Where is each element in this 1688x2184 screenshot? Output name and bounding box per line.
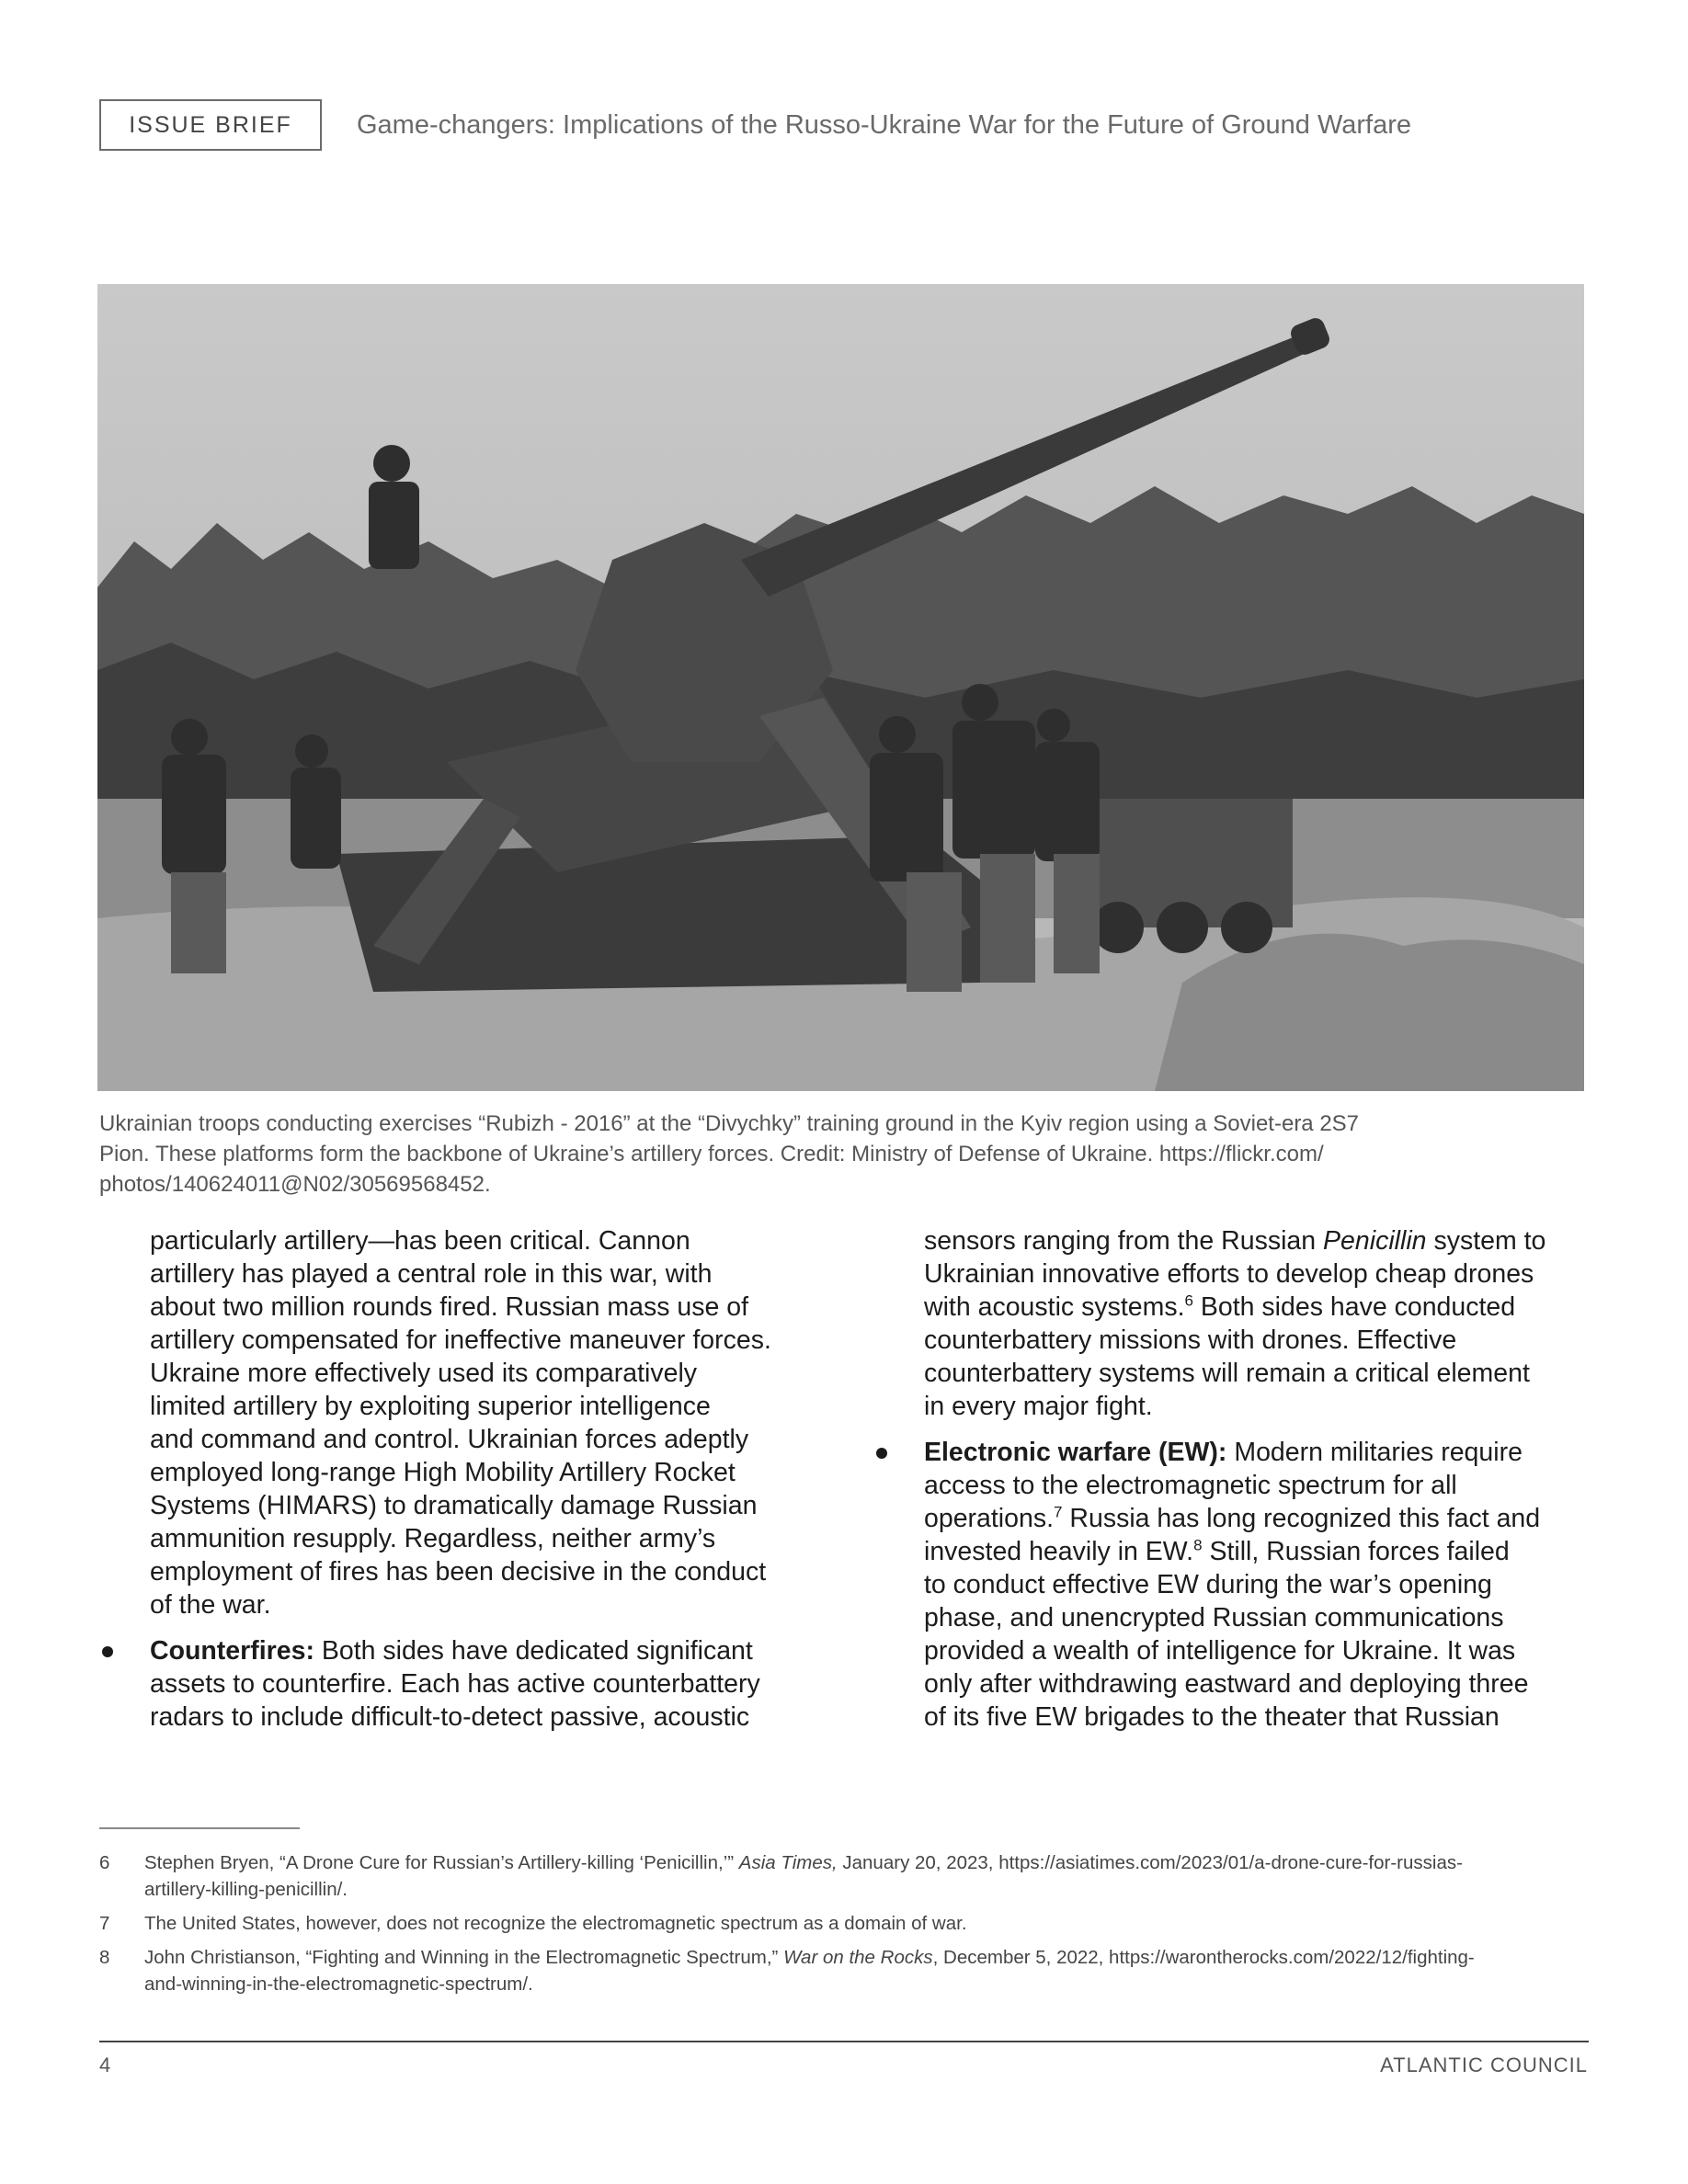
footnote-6 bbox=[99, 1849, 1589, 1903]
footnote-source-title: Asia Times, bbox=[738, 1852, 838, 1873]
footnote-ref-6[interactable]: 6 bbox=[1184, 1291, 1193, 1310]
body-line: artillery has played a central role in this war, with bbox=[150, 1259, 713, 1289]
footnote-divider bbox=[99, 1827, 300, 1829]
body-line: assets to counterfire. Each has active counterbattery bbox=[150, 1669, 760, 1699]
body-text: Still, Russian forces failed bbox=[1202, 1537, 1510, 1566]
page-header bbox=[99, 99, 1411, 151]
body-line: employment of fires has been decisive in the conduct bbox=[150, 1557, 767, 1587]
body-line: and command and control. Ukrainian forces adeptly bbox=[150, 1425, 749, 1454]
body-line: radars to include difficult-to-detect passive, acoustic bbox=[150, 1702, 750, 1732]
body-line bbox=[924, 1502, 1586, 1535]
body-text: Modern militaries require bbox=[1226, 1438, 1523, 1467]
body-line: employed long-range High Mobility Artillery Rocket bbox=[150, 1458, 736, 1487]
body-text: with acoustic systems. bbox=[924, 1292, 1185, 1322]
body-line: of the war. bbox=[150, 1590, 271, 1620]
body-line: Ukraine more effectively used its comparatively bbox=[150, 1359, 698, 1388]
body-line bbox=[150, 1634, 826, 1667]
bullet-dot bbox=[102, 1646, 113, 1657]
body-line bbox=[924, 1436, 1586, 1469]
body-line bbox=[924, 1535, 1586, 1568]
footnote-text bbox=[144, 1849, 1589, 1903]
issue-brief-label: ISSUE BRIEF bbox=[99, 99, 322, 151]
footnote-text bbox=[144, 1944, 1589, 1997]
body-text: system to bbox=[1426, 1226, 1546, 1256]
body-line: about two million rounds fired. Russian mass use of bbox=[150, 1292, 749, 1322]
counterfires-bullet bbox=[150, 1634, 826, 1734]
footer-divider bbox=[99, 2041, 1589, 2042]
footnote-segment: John Christianson, “Fighting and Winning in the Electromagnetic Spectrum,” bbox=[144, 1947, 784, 1968]
footnote-segment: Stephen Bryen, “A Drone Cure for Russian’s Artillery-killing ‘Penicillin,’” bbox=[144, 1852, 739, 1873]
artillery-photo bbox=[97, 284, 1584, 1091]
body-line bbox=[924, 1291, 1586, 1324]
body-line: Systems (HIMARS) to dramatically damage Russian bbox=[150, 1491, 758, 1520]
footnote-text: The United States, however, does not recognize the electromagnetic spectrum as a domain of war. bbox=[144, 1913, 967, 1934]
body-line: to conduct effective EW during the war’s opening bbox=[924, 1570, 1492, 1599]
body-line bbox=[924, 1224, 1586, 1257]
bullet-dot bbox=[876, 1448, 887, 1459]
artillery-photo-illustration bbox=[97, 284, 1584, 1091]
caption-line: Ukrainian troops conducting exercises “Rubizh - 2016” at the “Divychky” training ground in the Kyiv region using a Soviet-era 2S7 bbox=[99, 1111, 1360, 1136]
page-number: 4 bbox=[99, 2053, 111, 2076]
footnote-8 bbox=[99, 1944, 1589, 1997]
body-line: artillery compensated for ineffective maneuver forces. bbox=[150, 1325, 771, 1355]
footnotes bbox=[99, 1849, 1589, 2005]
caption-line: photos/140624011@N02/30569568452. bbox=[99, 1172, 491, 1197]
footnote-number: 8 bbox=[99, 1947, 110, 1968]
publication-title: Game-changers: Implications of the Russo-Ukraine War for the Future of Ground Warfare bbox=[357, 109, 1412, 140]
footnote-ref-7[interactable]: 7 bbox=[1054, 1503, 1063, 1521]
counterfires-continuation bbox=[924, 1224, 1586, 1423]
body-line: particularly artillery—has been critical. Cannon bbox=[150, 1226, 690, 1256]
body-line: limited artillery by exploiting superior intelligence bbox=[150, 1392, 711, 1421]
body-line: access to the electromagnetic spectrum for all bbox=[924, 1471, 1457, 1500]
body-line: provided a wealth of intelligence for Ukraine. It was bbox=[924, 1636, 1516, 1666]
artillery-paragraph bbox=[150, 1224, 826, 1621]
body-line: in every major fight. bbox=[924, 1392, 1153, 1421]
body-text: operations. bbox=[924, 1504, 1055, 1533]
body-line: phase, and unencrypted Russian communications bbox=[924, 1603, 1504, 1632]
left-column bbox=[150, 1224, 826, 1734]
counterfires-term: Counterfires: bbox=[150, 1636, 314, 1666]
footnote-link[interactable]: and-winning-in-the-electromagnetic-spectrum/. bbox=[144, 1974, 533, 1995]
footnote-link[interactable]: January 20, 2023, https://asiatimes.com/2023/01/a-drone-cure-for-russias- bbox=[837, 1852, 1463, 1873]
footnote-link[interactable]: artillery-killing-penicillin/. bbox=[144, 1879, 348, 1900]
ew-term: Electronic warfare (EW): bbox=[924, 1438, 1227, 1467]
body-text: Russia has long recognized this fact and bbox=[1062, 1504, 1541, 1533]
footnote-number: 6 bbox=[99, 1852, 110, 1873]
footnote-number: 7 bbox=[99, 1913, 110, 1934]
photo-caption bbox=[99, 1109, 1534, 1200]
footnote-source-title: War on the Rocks bbox=[783, 1947, 933, 1968]
electronic-warfare-bullet bbox=[924, 1436, 1586, 1734]
publisher-name: ATLANTIC COUNCIL bbox=[1380, 2053, 1588, 2076]
penicillin-term: Penicillin bbox=[1323, 1226, 1427, 1256]
footnote-link[interactable]: , December 5, 2022, https://warontherocks.com/2022/12/fighting- bbox=[932, 1947, 1475, 1968]
body-text: sensors ranging from the Russian bbox=[924, 1226, 1324, 1256]
body-line: of its five EW brigades to the theater that Russian bbox=[924, 1702, 1500, 1732]
caption-line: Pion. These platforms form the backbone of Ukraine’s artillery forces. Credit: Ministry of Defense of Ukraine. https://flickr.com/ bbox=[99, 1142, 1324, 1166]
body-text: Both sides have conducted bbox=[1192, 1292, 1516, 1322]
body-line: counterbattery missions with drones. Effective bbox=[924, 1325, 1457, 1355]
footnote-7 bbox=[99, 1910, 1589, 1937]
body-text: invested heavily in EW. bbox=[924, 1537, 1194, 1566]
body-text: Both sides have dedicated significant bbox=[314, 1636, 753, 1666]
footnote-ref-8[interactable]: 8 bbox=[1193, 1536, 1203, 1554]
body-line: ammunition resupply. Regardless, neither army’s bbox=[150, 1524, 716, 1553]
right-column bbox=[924, 1224, 1586, 1734]
body-line: counterbattery systems will remain a critical element bbox=[924, 1359, 1530, 1388]
body-line: only after withdrawing eastward and deploying three bbox=[924, 1669, 1529, 1699]
body-line: Ukrainian innovative efforts to develop cheap drones bbox=[924, 1259, 1534, 1289]
